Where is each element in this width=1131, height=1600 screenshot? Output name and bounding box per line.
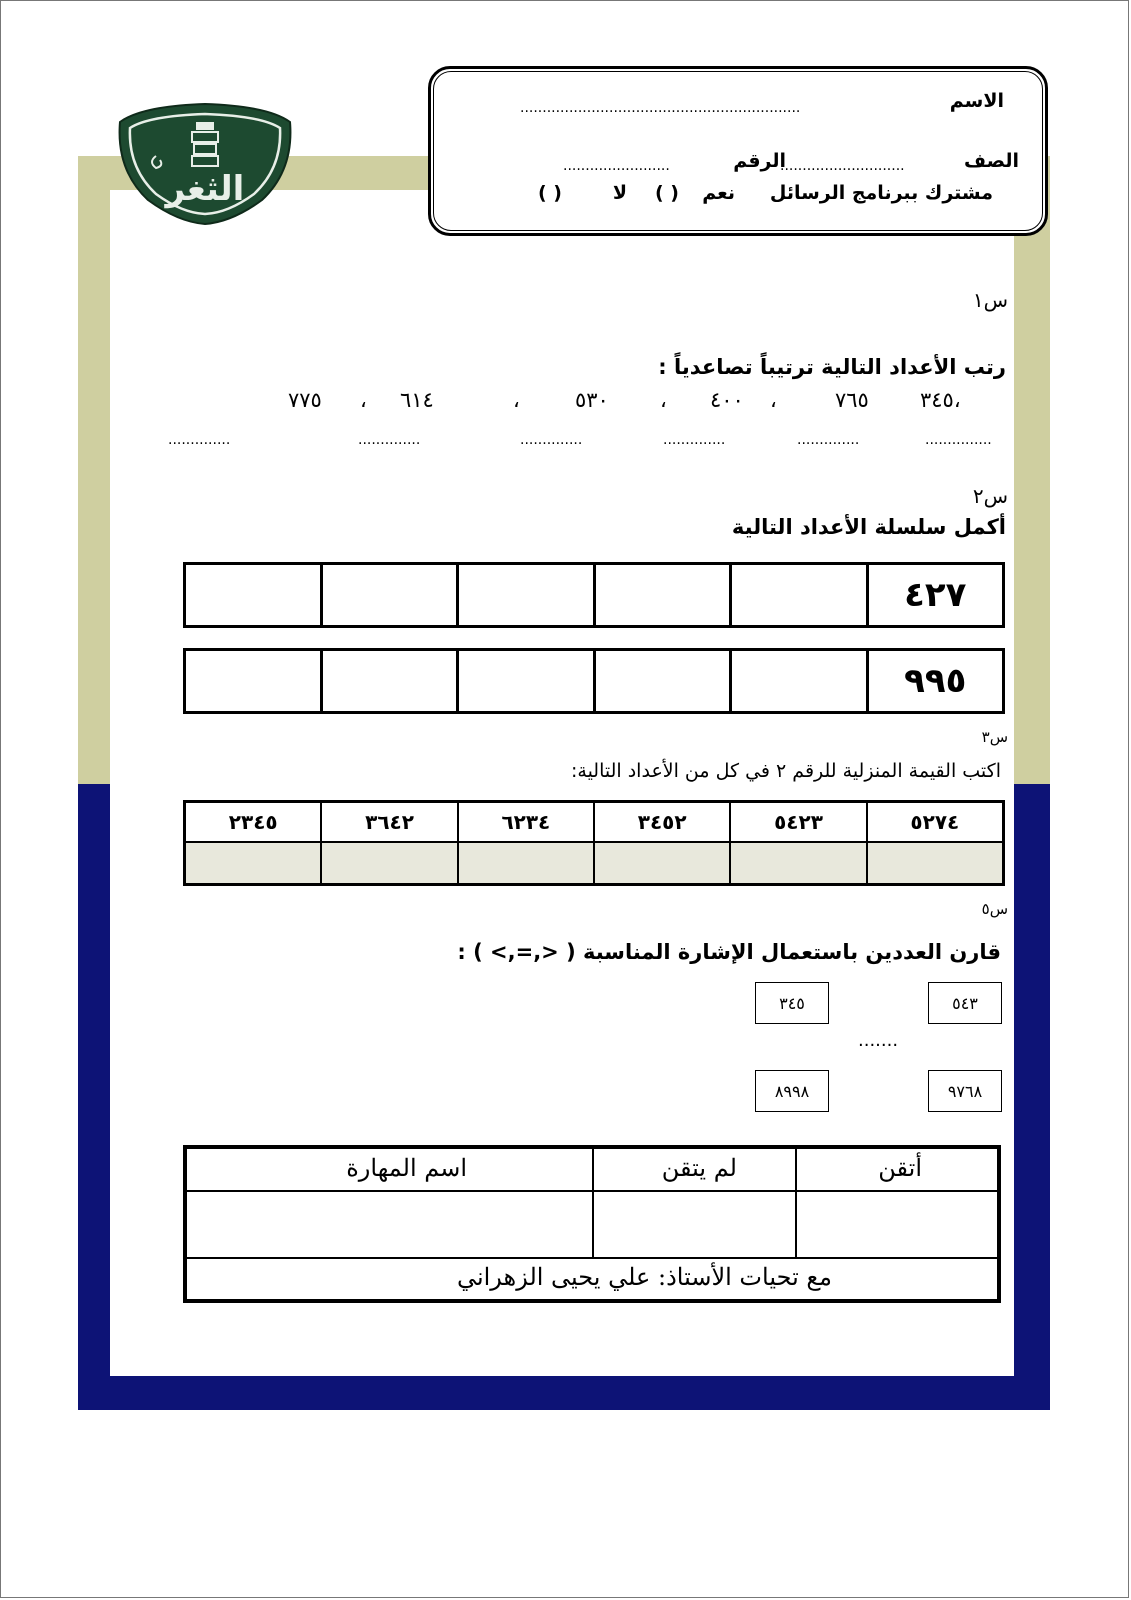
- q1-number: ٧٦٥: [835, 388, 869, 412]
- q1-separator: ،: [360, 388, 367, 412]
- q1-separator: ،: [660, 388, 667, 412]
- compare-number: ٥٤٣: [928, 982, 1002, 1024]
- q4-marker: س٥: [981, 900, 1008, 918]
- yes-checkbox[interactable]: ( ): [655, 182, 679, 204]
- series-answer-cell[interactable]: [456, 565, 593, 625]
- yes-label: نعم: [702, 182, 735, 204]
- name-field[interactable]: ...............................................................: [520, 100, 801, 116]
- subscription-label: مشترك ببرنامج الرسائل: [769, 182, 993, 204]
- series-cell: ٤٢٧: [866, 565, 1003, 625]
- compare-number: ٨٩٩٨: [755, 1070, 829, 1112]
- column-header-not-mastered: لم يتقن: [661, 1154, 737, 1182]
- q2-marker: س٢: [972, 484, 1008, 508]
- compare-number: ٩٧٦٨: [928, 1070, 1002, 1112]
- number-field[interactable]: ........................: [563, 158, 670, 174]
- q1-separator: ،: [770, 388, 777, 412]
- teacher-signature: مع تحيات الأستاذ: علي يحيى الزهراني: [456, 1263, 832, 1291]
- series-answer-cell[interactable]: [729, 651, 866, 711]
- q1-number: ٦١٤: [400, 388, 434, 412]
- place-value-answer-cell[interactable]: [320, 843, 456, 883]
- place-value-number: ٢٣٤٥: [228, 810, 278, 834]
- q1-answer-blank[interactable]: ..............: [797, 432, 860, 448]
- column-header-skill-name: اسم المهارة: [346, 1154, 467, 1182]
- class-field[interactable]: ............................: [780, 158, 905, 174]
- place-value-table: [183, 800, 1005, 886]
- place-value-number: ٦٢٣٤: [457, 803, 593, 841]
- q1-marker: س١: [972, 288, 1008, 312]
- series-row-2: [183, 648, 1005, 714]
- place-value-number: ٣٦٤٢: [320, 803, 456, 841]
- q1-number: ٧٧٥: [288, 388, 322, 412]
- place-value-answer-cell[interactable]: [729, 843, 865, 883]
- number-label: الرقم: [733, 150, 786, 172]
- series-answer-cell[interactable]: [729, 565, 866, 625]
- place-value-answer-cell[interactable]: [457, 843, 593, 883]
- compare-number: ٣٤٥: [755, 982, 829, 1024]
- q3-marker: س٣: [981, 728, 1008, 746]
- q1-answer-blank[interactable]: ..............: [520, 432, 583, 448]
- series-answer-cell[interactable]: [186, 651, 320, 711]
- series-answer-cell[interactable]: [320, 651, 457, 711]
- q2-instruction: أكمل سلسلة الأعداد التالية: [731, 515, 1006, 539]
- q1-answer-blank[interactable]: ..............: [663, 432, 726, 448]
- place-value-number: ٣٤٥٢: [593, 803, 729, 841]
- series-answer-cell[interactable]: [593, 565, 730, 625]
- q4-instruction-wrap: [457, 940, 1001, 964]
- place-value-number: ٥٢٧٤: [866, 803, 1002, 841]
- series-answer-cell[interactable]: [456, 651, 593, 711]
- place-value-answer-cell[interactable]: [186, 843, 320, 883]
- no-checkbox[interactable]: ( ): [538, 182, 562, 204]
- class-label: الصف: [964, 150, 1019, 172]
- place-value-answer-cell[interactable]: [593, 843, 729, 883]
- school-logo: [112, 100, 298, 226]
- skills-table: [183, 1145, 1001, 1303]
- no-label: لا: [612, 182, 627, 204]
- series-cell: ٩٩٥: [866, 651, 1003, 711]
- q1-number: ٥٣٠: [575, 388, 609, 412]
- q1-instruction: رتب الأعداد التالية ترتيباً تصاعدياً :: [658, 355, 1006, 379]
- q4-instruction: قارن العددين باستعمال الإشارة المناسبة ( <,=,> ) :: [457, 940, 1001, 964]
- q3-instruction: اكتب القيمة المنزلية للرقم ٢ في كل من الأعداد التالية:: [570, 760, 1001, 782]
- logo-text: الثغر: [165, 169, 245, 209]
- q1-answer-blank[interactable]: ..............: [168, 432, 231, 448]
- column-header-mastered: أتقن: [878, 1154, 922, 1182]
- series-row-1: [183, 562, 1005, 628]
- q1-answer-blank[interactable]: ..............: [358, 432, 421, 448]
- series-answer-cell[interactable]: [320, 565, 457, 625]
- place-value-number: ٥٤٢٣: [729, 803, 865, 841]
- q1-number: ٤٠٠: [710, 388, 744, 412]
- name-label: الاسم: [949, 90, 1004, 112]
- q1-separator: ،: [513, 388, 520, 412]
- compare-answer-blank[interactable]: .......: [858, 1030, 899, 1051]
- series-answer-cell[interactable]: [593, 651, 730, 711]
- series-answer-cell[interactable]: [186, 565, 320, 625]
- q1-number: ٣٤٥،: [920, 388, 961, 412]
- place-value-answer-cell[interactable]: [866, 843, 1002, 883]
- q1-answer-blank[interactable]: ...............: [925, 432, 992, 448]
